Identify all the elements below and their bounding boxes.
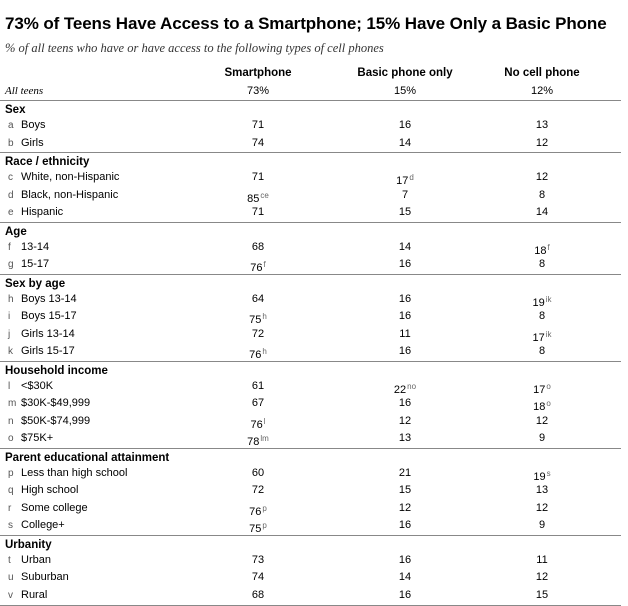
cell-value (497, 500, 587, 517)
row-letter: t (8, 554, 11, 566)
cell-value (350, 187, 460, 204)
cell-value (213, 135, 303, 152)
cell-value (350, 413, 460, 430)
cell-number: 14 (398, 240, 412, 253)
cell-value (350, 395, 460, 412)
row-label: $30K-$49,999 (21, 397, 91, 409)
cell-number: 13 (535, 484, 549, 496)
row-letter: j (8, 328, 11, 340)
row-letter: g (8, 259, 14, 270)
row-label: Urban (21, 553, 51, 566)
section-header: Urbanity (0, 535, 621, 552)
table-row (0, 517, 621, 534)
cell-number: 17 (532, 331, 545, 344)
all-teens-smartphone: 73% (246, 85, 270, 97)
row-letter: c (8, 172, 13, 183)
cell-number: 9 (538, 432, 546, 444)
cell-value (350, 465, 460, 482)
row-label: Boys 13-14 (21, 292, 77, 305)
row-letter: a (8, 120, 14, 131)
row-label: Suburban (21, 571, 69, 583)
cell-number: 14 (535, 206, 549, 218)
cell-number: 71 (251, 171, 265, 183)
cell-value (350, 135, 460, 152)
cell-value (497, 256, 587, 273)
row-letter: f (8, 241, 11, 253)
table-row (0, 187, 621, 204)
cell-value (350, 482, 460, 499)
cell-value (213, 326, 303, 343)
section-header: Age (0, 222, 621, 239)
cell-number: 74 (251, 571, 265, 583)
cell-value (497, 569, 587, 586)
table-row (0, 169, 621, 186)
cell-number: 76 (249, 505, 262, 518)
row-label: Some college (21, 501, 88, 514)
cell-number: 78 (247, 436, 260, 448)
cell-number: 17 (396, 175, 409, 187)
cell-value (497, 430, 587, 447)
significance-superscript: no (407, 381, 417, 391)
cell-number: 75 (249, 523, 262, 535)
significance-superscript: h (262, 312, 267, 321)
cell-number: 9 (538, 519, 546, 531)
page-subtitle: % of all teens who have or have access to the following types of cell phones (5, 41, 384, 55)
significance-superscript: p (262, 521, 267, 530)
cell-number: 68 (251, 588, 265, 601)
cell-number: 76 (250, 262, 263, 274)
cell-value (350, 308, 460, 325)
cell-number: 64 (251, 292, 265, 305)
cell-number: 12 (535, 571, 549, 583)
cell-number: 73 (251, 553, 265, 566)
cell-number: 16 (398, 345, 412, 357)
cell-number: 7 (401, 188, 409, 201)
cell-value (213, 569, 303, 586)
row-letter: v (8, 589, 13, 601)
table-row (0, 239, 621, 256)
cell-value (497, 308, 587, 325)
row-letter: l (8, 380, 11, 392)
cell-number: 16 (398, 119, 412, 131)
cell-number: 16 (398, 519, 412, 531)
row-label: $75K+ (21, 432, 54, 444)
section-header: Sex (0, 100, 621, 117)
cell-value (350, 517, 460, 534)
cell-value (497, 517, 587, 534)
cell-value (497, 343, 587, 360)
cell-value (350, 204, 460, 221)
cell-number: 17 (533, 383, 546, 396)
cell-number: 12 (535, 136, 549, 149)
table-row (0, 256, 621, 273)
row-label: <$30K (21, 379, 54, 392)
row-label: Hispanic (21, 206, 64, 218)
cell-number: 74 (251, 136, 265, 149)
cell-number: 16 (398, 258, 412, 270)
significance-superscript: p (262, 503, 267, 513)
cell-number: 14 (398, 136, 412, 149)
cell-number: 8 (538, 258, 546, 270)
cell-number: 16 (398, 588, 412, 601)
cell-value (350, 343, 460, 360)
cell-value (497, 413, 587, 430)
cell-number: 13 (398, 432, 412, 444)
cell-number: 8 (538, 188, 546, 201)
cell-number: 60 (251, 466, 265, 479)
cell-number: 12 (535, 501, 549, 514)
row-letter: r (8, 502, 12, 514)
cell-number: 19 (532, 296, 545, 309)
row-label: Girls 15-17 (21, 345, 75, 357)
column-header-no-cell-phone: No cell phone (504, 67, 580, 79)
row-label: College+ (21, 519, 65, 531)
row-letter: u (8, 572, 14, 583)
cell-value (213, 482, 303, 499)
cell-number: 15 (398, 484, 412, 496)
cell-number: 12 (398, 414, 412, 427)
all-teens-no-cell-phone: 12% (530, 85, 554, 97)
row-label: Boys (21, 119, 46, 131)
table-row (0, 308, 621, 325)
cell-value (350, 552, 460, 569)
significance-superscript: o (546, 399, 551, 408)
row-label: Black, non-Hispanic (21, 188, 119, 201)
table-row (0, 204, 621, 221)
significance-superscript: d (409, 173, 414, 182)
significance-superscript: ik (545, 294, 552, 304)
row-label: $50K-$74,999 (21, 414, 91, 427)
table-row (0, 465, 621, 482)
table-row (0, 500, 621, 517)
section-header: Household income (0, 361, 621, 378)
cell-number: 13 (535, 119, 549, 131)
row-letter: n (8, 415, 14, 427)
cell-value (497, 117, 587, 134)
significance-superscript: ik (545, 329, 552, 339)
significance-superscript: f (263, 260, 266, 269)
cell-number: 12 (535, 414, 549, 427)
significance-superscript: l (263, 416, 266, 426)
cell-number: 72 (251, 327, 265, 340)
significance-superscript: f (547, 242, 550, 252)
cell-number: 72 (251, 484, 265, 496)
cell-value (213, 378, 303, 395)
table-row (0, 587, 621, 604)
cell-number: 85 (247, 192, 260, 205)
cell-number: 14 (398, 571, 412, 583)
row-letter: d (8, 189, 14, 201)
cell-number: 71 (251, 206, 265, 218)
cell-number: 18 (533, 401, 546, 413)
cell-number: 16 (398, 397, 412, 409)
cell-number: 19 (533, 470, 546, 483)
row-label: Less than high school (21, 466, 128, 479)
column-header-basic-phone: Basic phone only (357, 67, 453, 79)
cell-number: 16 (398, 310, 412, 322)
cell-value (350, 117, 460, 134)
cell-number: 12 (398, 501, 412, 514)
cell-value (213, 552, 303, 569)
cell-number: 15 (398, 206, 412, 218)
cell-value (350, 326, 460, 343)
row-letter: e (8, 207, 14, 218)
cell-value (350, 430, 460, 447)
cell-number: 12 (535, 171, 549, 183)
table-row (0, 413, 621, 430)
table-row (0, 378, 621, 395)
section-header: Sex by age (0, 274, 621, 291)
row-letter: b (8, 137, 14, 149)
row-label: Rural (21, 588, 48, 601)
all-teens-label: All teens (5, 85, 44, 97)
row-letter: h (8, 293, 14, 305)
cell-value (213, 239, 303, 256)
cell-number: 21 (398, 466, 412, 479)
table-row (0, 343, 621, 360)
section-header: Parent educational attainment (0, 448, 621, 465)
cell-number: 61 (251, 379, 265, 392)
table-row (0, 135, 621, 152)
row-letter: o (8, 433, 14, 444)
table-row (0, 482, 621, 499)
cell-value (497, 204, 587, 221)
cell-number: 71 (251, 119, 265, 131)
cell-value (497, 187, 587, 204)
cell-number: 22 (393, 383, 407, 396)
row-label: Girls (21, 136, 44, 149)
cell-value (213, 291, 303, 308)
cell-number: 15 (535, 588, 549, 601)
cell-value (497, 135, 587, 152)
row-letter: q (8, 485, 14, 496)
table-row (0, 291, 621, 308)
cell-number: 18 (534, 244, 547, 257)
row-letter: k (8, 346, 13, 357)
cell-number: 16 (398, 553, 412, 566)
row-label: White, non-Hispanic (21, 171, 120, 183)
row-label: Boys 15-17 (21, 310, 77, 322)
cell-value (350, 500, 460, 517)
row-letter: s (8, 520, 13, 531)
cell-value (213, 169, 303, 186)
row-letter: m (8, 398, 17, 409)
cell-number: 76 (250, 418, 263, 431)
cell-number: 67 (251, 397, 265, 409)
cell-value (350, 239, 460, 256)
row-letter: i (8, 311, 11, 322)
cell-number: 16 (398, 292, 412, 305)
row-label: 15-17 (21, 258, 50, 270)
significance-superscript: ce (260, 190, 269, 200)
cell-number: 68 (251, 240, 265, 253)
cell-number: 11 (399, 327, 411, 340)
cell-value (350, 291, 460, 308)
cell-value (213, 117, 303, 134)
table-row (0, 552, 621, 569)
significance-superscript: h (262, 347, 267, 356)
column-header-smartphone: Smartphone (224, 67, 292, 79)
cell-value (497, 587, 587, 604)
row-label: High school (21, 484, 79, 496)
cell-number: 8 (538, 310, 546, 322)
table-row (0, 395, 621, 412)
cell-value (497, 552, 587, 569)
table-row (0, 430, 621, 447)
table-row (0, 569, 621, 586)
significance-superscript: o (546, 381, 551, 391)
cell-value (497, 169, 587, 186)
cell-number: 11 (536, 553, 548, 566)
page-title: 73% of Teens Have Access to a Smartphone; 15% Have Only a Basic Phone (5, 14, 607, 33)
row-letter: p (8, 467, 14, 479)
cell-value (497, 482, 587, 499)
cell-value (213, 395, 303, 412)
section-header: Race / ethnicity (0, 152, 621, 169)
all-teens-basic-phone: 15% (393, 85, 417, 97)
cell-number: 76 (249, 349, 262, 361)
table-row (0, 117, 621, 134)
cell-number: 75 (249, 314, 262, 326)
cell-value (213, 204, 303, 221)
significance-superscript: s (546, 468, 551, 478)
row-label: 13-14 (21, 240, 50, 253)
cell-value (350, 569, 460, 586)
cell-number: 8 (538, 345, 546, 357)
row-label: Girls 13-14 (21, 327, 75, 340)
cell-value (350, 587, 460, 604)
cell-value (213, 465, 303, 482)
cell-value (350, 256, 460, 273)
significance-superscript: lm (260, 434, 269, 443)
table-row (0, 326, 621, 343)
cell-value (213, 587, 303, 604)
